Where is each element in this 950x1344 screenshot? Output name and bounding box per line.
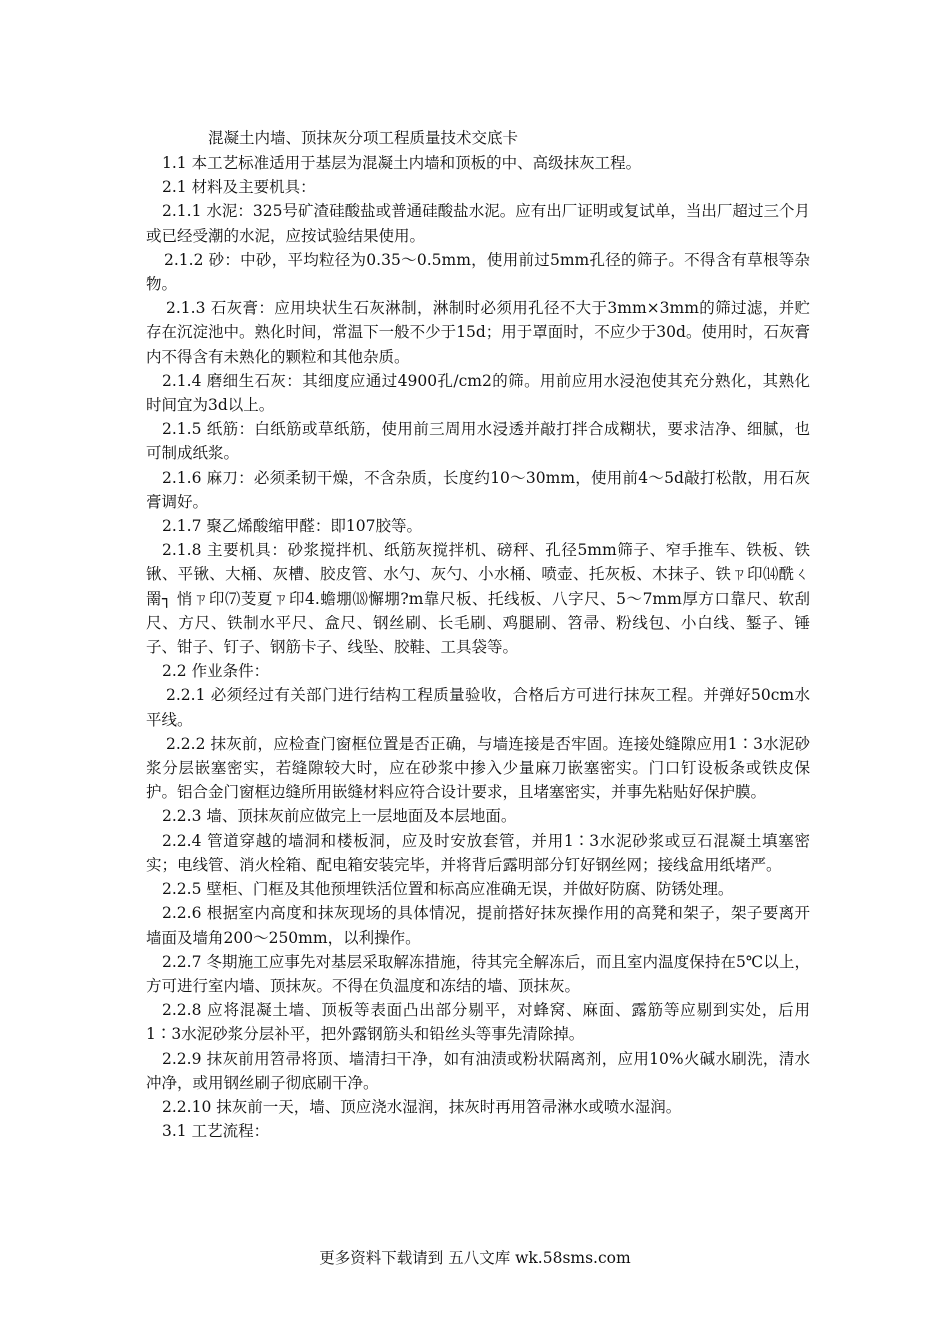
document-title: 混凝土内墙、顶抹灰分项工程质量技术交底卡: [208, 129, 519, 147]
body-paragraph: 3.1 工艺流程：: [162, 1122, 270, 1141]
body-paragraph: 2.1.2 砂：中砂，平均粒径为0.35～0.5mm，使用前过5mm孔径的筛子。不得含有草根等杂物。: [146, 250, 810, 294]
body-paragraph: 1.1 本工艺标准适用于基层为混凝土内墙和顶板的中、高级抹灰工程。: [162, 154, 642, 172]
body-paragraph: 2.2.7 冬期施工应事先对基层采取解冻措施，待其完全解冻后，而且室内温度保持在5℃以上，方可进行室内墙、顶抹灰。不得在负温度和冻结的墙、顶抹灰。: [146, 952, 810, 995]
page-footer: 更多资料下载请到 五八文库 wk.58sms.com: [319, 1249, 631, 1267]
body-paragraph: 2.2.3 墙、顶抹灰前应做完上一层地面及本层地面。: [162, 807, 517, 826]
body-paragraph: 2.2.1 必须经过有关部门进行结构工程质量验收，合格后方可进行抹灰工程。并弹好50cm水平线。: [146, 686, 810, 729]
body-paragraph: 2.2.9 抹灰前用笤帚将顶、墙清扫干净，如有油渍或粉状隔离剂，应用10%火碱水刷洗，清水冲净，或用钢丝刷子彻底刷干净。: [146, 1049, 810, 1092]
body-paragraph: 2.1.8 主要机具：砂浆搅拌机、纸筋灰搅拌机、磅秤、孔径5mm筛子、窄手推车、铁板、铁锹、平锹、大桶、灰槽、胶皮管、水勺、灰勺、小水桶、喷壶、托灰板、木抹子、铁ㄗ印⒁酰ㄑ罱┐ 悄ㄗ印⑺芰夏ㄗ印4.蟾堋⒅懈堋?m靠尺板、托线板、八字尺、5～7mm厚方口靠尺、软刮尺、方尺、铁制水平尺、盒尺、钢丝刷、长毛刷、鸡腿刷、笤帚、粉线包、小白线、錾子、锤子、钳子、钉子、钢筋卡子、线坠、胶鞋、工具袋等。: [146, 541, 810, 657]
body-paragraph: 2.1.1 水泥：325号矿渣硅酸盐或普通硅酸盐水泥。应有出厂证明或复试单，当出厂超过三个月或已经受潮的水泥，应按试验结果使用。: [146, 202, 810, 245]
document-body: [146, 151, 810, 1143]
body-paragraph: 2.1.5 纸筋：白纸筋或草纸筋，使用前三周用水浸透并敲打拌合成糊状，要求洁净、细腻，也可制成纸浆。: [146, 420, 810, 463]
body-paragraph: 2.2.2 抹灰前，应检查门窗框位置是否正确，与墙连接是否牢固。连接处缝隙应用1∶3水泥砂浆分层嵌塞密实，若缝隙较大时，应在砂浆中掺入少量麻刀嵌塞密实。门口钉设板条或铁皮保护。铝合金门窗框边缝所用嵌缝材料应符合设计要求，且堵塞密实，并事先粘贴好保护膜。: [146, 734, 810, 802]
body-paragraph: 2.2.6 根据室内高度和抹灰现场的具体情况，提前搭好抹灰操作用的高凳和架子，架子要离开墙面及墙角200～250mm，以利操作。: [146, 904, 810, 947]
body-paragraph: 2.1.7 聚乙烯酸缩甲醛：即107胶等。: [162, 517, 422, 536]
body-paragraph: 2.2.5 壁柜、门框及其他预埋铁活位置和标高应准确无误，并做好防腐、防锈处理。: [162, 880, 734, 899]
body-paragraph: 2.1.6 麻刀：必须柔韧干燥，不含杂质，长度约10～30mm，使用前4～5d敲打松散，用石灰膏调好。: [146, 468, 810, 511]
body-paragraph: 2.1.4 磨细生石灰：其细度应通过4900孔/cm2的筛。用前应用水浸泡使其充分熟化，其熟化时间宜为3d以上。: [146, 371, 810, 415]
body-paragraph: 2.1 材料及主要机具：: [162, 178, 316, 197]
body-paragraph: 2.2.4 管道穿越的墙洞和楼板洞，应及时安放套管，并用1∶3水泥砂浆或豆石混凝土填塞密实；电线管、消火栓箱、配电箱安装完毕，并将背后露明部分钉好钢丝网；接线盒用纸堵严。: [146, 831, 810, 874]
body-paragraph: 2.2.8 应将混凝土墙、顶板等表面凸出部分剔平，对蜂窝、麻面、露筋等应剔到实处，后用1∶3水泥砂浆分层补平，把外露钢筋头和铅丝头等事先清除掉。: [146, 1001, 810, 1044]
body-paragraph: 2.2.10 抹灰前一天，墙、顶应浇水湿润，抹灰时再用笤帚淋水或喷水湿润。: [162, 1097, 682, 1116]
body-paragraph: 2.1.3 石灰膏：应用块状生石灰淋制，淋制时必须用孔径不大于3mm×3mm的筛过滤，并贮存在沉淀池中。熟化时间，常温下一般不少于15d；用于罩面时，不应少于30d。使用时，石灰膏内不得含有未熟化的颗粒和其他杂质。: [146, 299, 810, 366]
body-paragraph: 2.2 作业条件：: [162, 662, 270, 681]
